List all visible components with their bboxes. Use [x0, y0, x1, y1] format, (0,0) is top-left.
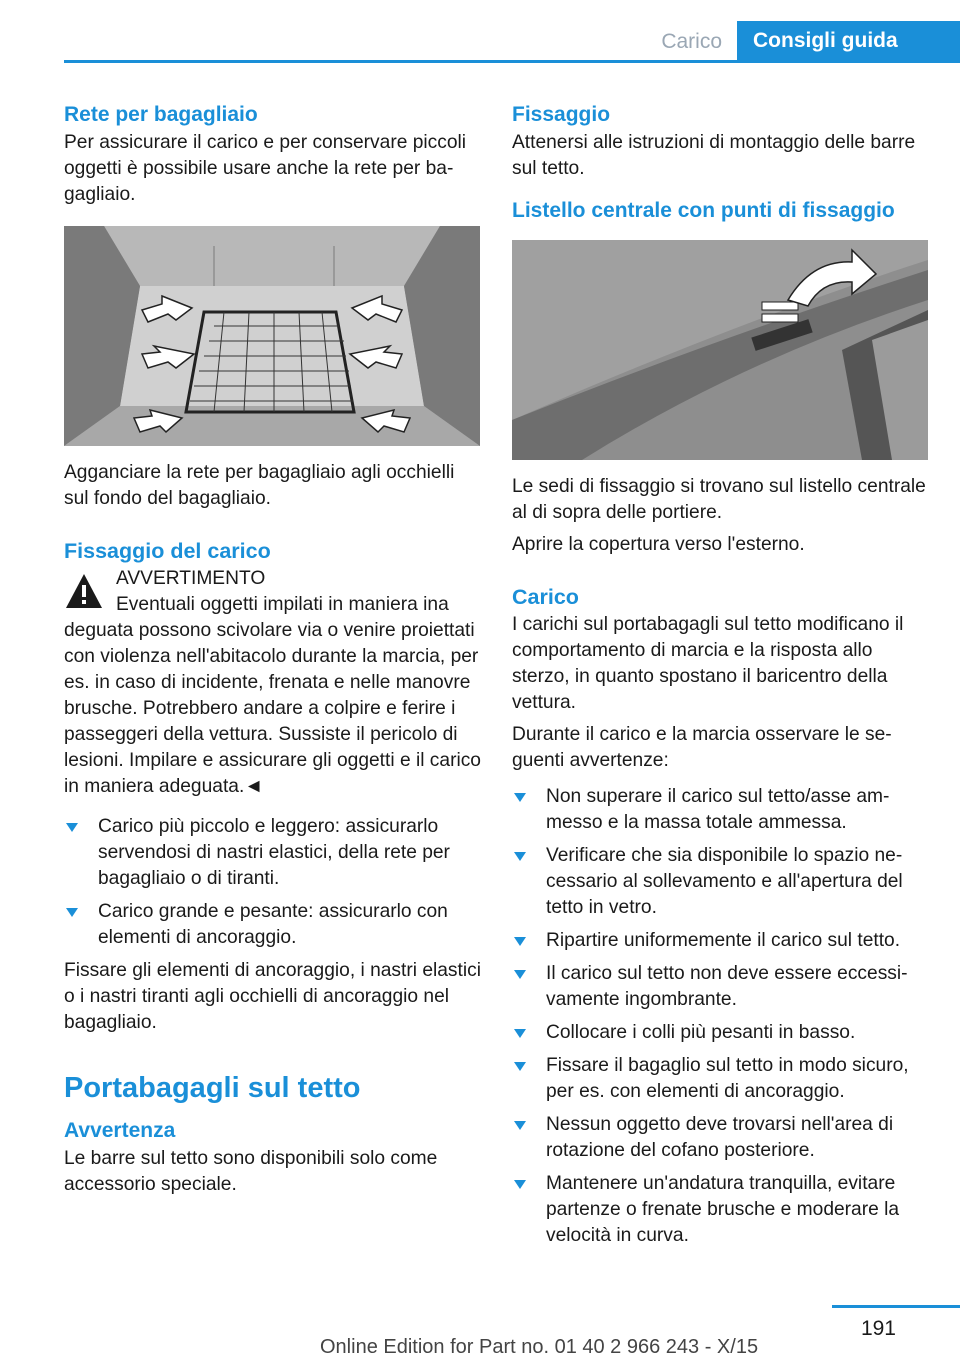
- list-item-text: Carico più piccolo e leggero: assicurarlo servendosi di nastri elastici, della rete per bagagliaio o di tiranti.: [98, 816, 450, 889]
- warning-text-first: Eventuali oggetti impilati in maniera ina: [116, 594, 449, 615]
- list-item-text: Carico grande e pesante: assicurarlo con elementi di ancoraggio.: [98, 901, 448, 948]
- secure-bullet-list: [64, 814, 482, 951]
- page-number: 191: [860, 1317, 896, 1340]
- header-chapter-label: Consigli guida: [753, 29, 898, 52]
- header-section-label: Carico: [661, 30, 722, 53]
- note-text: Le barre sul tetto sono disponibili solo come accessorio speciale.: [64, 1148, 438, 1195]
- list-item: [512, 784, 930, 836]
- bullet-triangle-icon: [514, 937, 526, 946]
- list-item-text: Collocare i colli più pesanti in basso.: [546, 1022, 856, 1043]
- bullet-triangle-icon: [514, 1121, 526, 1130]
- list-item-text: Il carico sul tetto non deve essere eccessivamente ingombrante.: [546, 963, 908, 1010]
- secure-heading: Fissaggio del carico: [64, 539, 271, 563]
- load-bullet-list: [512, 784, 930, 1249]
- list-item-text: Fissare il bagaglio sul tetto in modo sicuro, per es. con elementi di ancoraggio.: [546, 1055, 909, 1102]
- warning-block: [64, 566, 482, 800]
- bullet-triangle-icon: [514, 852, 526, 861]
- secure-text: Fissare gli elementi di ancoraggio, i nastri elastici o i nastri tiranti agli occhielli di ancoraggio nel bagagliaio.: [64, 960, 481, 1033]
- warning-title: AVVERTIMENTO: [116, 568, 266, 589]
- strip-open-text: Aprire la copertura verso l'esterno.: [512, 534, 805, 555]
- left-column: [64, 100, 482, 1204]
- list-item: [512, 961, 930, 1013]
- list-item: [512, 1053, 930, 1105]
- bullet-triangle-icon: [514, 1180, 526, 1189]
- warning-text: deguata possono scivolare via o venire proiettati con violenza nell'abitacolo durante la marcia, per es. in caso di incidente, frenata e nelle manovre brusche. Potrebbero andare a colpire e ferire i passeggeri della vettura. Sussiste il pericolo di lesioni. Impilare e assicurare gli oggetti e il carico in maniera adeguata.◄: [64, 620, 481, 797]
- fix-text: Attenersi alle istruzioni di montaggio delle barre sul tetto.: [512, 132, 916, 179]
- edition-text: Online Edition for Part no. 01 40 2 966 243 - X/15: [320, 1336, 759, 1358]
- load-intro: Durante il carico e la marcia osservare le seguenti avvertenze:: [512, 724, 892, 771]
- bullet-triangle-icon: [514, 970, 526, 979]
- bullet-triangle-icon: [514, 793, 526, 802]
- list-item: [512, 928, 930, 954]
- bullet-triangle-icon: [514, 1029, 526, 1038]
- fix-heading: Fissaggio: [512, 103, 611, 126]
- luggage-net-illustration: [64, 226, 480, 446]
- load-text: I carichi sul portabagagli sul tetto modificano il comportamento di marcia e la risposta allo sterzo, in quanto spostano il baricentro della vettura.: [512, 614, 904, 713]
- bullet-triangle-icon: [514, 1062, 526, 1071]
- net-intro: Per assicurare il carico e per conservare piccoli oggetti è possibile usare anche la rete per bagagliaio.: [64, 132, 467, 205]
- load-heading: Carico: [512, 585, 579, 609]
- list-item: [64, 899, 482, 951]
- net-caption: Agganciare la rete per bagagliaio agli occhielli sul fondo del bagagliaio.: [64, 462, 455, 509]
- roof-strip-illustration: [512, 240, 928, 460]
- list-item: [64, 814, 482, 892]
- note-heading: Avvertenza: [64, 1119, 176, 1142]
- roof-rack-heading: Portabagagli sul tetto: [64, 1072, 361, 1104]
- bullet-triangle-icon: [66, 908, 78, 917]
- list-item: [512, 1020, 930, 1046]
- list-item-text: Non superare il carico sul tetto/asse ammesso e la massa totale ammessa.: [546, 786, 890, 833]
- list-item-text: Nessun oggetto deve trovarsi nell'area di rotazione del cofano posteriore.: [546, 1114, 894, 1161]
- net-heading: Rete per bagagliaio: [64, 103, 258, 126]
- strip-caption: Le sedi di fissaggio si trovano sul listello centrale al di sopra delle portiere.: [512, 476, 926, 523]
- header-rule: [64, 60, 960, 63]
- footer-rule: [832, 1305, 960, 1308]
- strip-heading: Listello centrale con punti di fissaggio: [512, 199, 895, 222]
- right-column: [512, 100, 930, 1256]
- list-item: [512, 843, 930, 921]
- warning-icon: [64, 572, 104, 610]
- list-item-text: Ripartire uniformemente il carico sul tetto.: [546, 930, 901, 951]
- list-item: [512, 1171, 930, 1249]
- roof-strip-figure: [512, 240, 928, 460]
- list-item-text: Verificare che sia disponibile lo spazio necessario al sollevamento e all'apertura del tetto in vetro.: [546, 845, 903, 918]
- list-item: [512, 1112, 930, 1164]
- bullet-triangle-icon: [66, 823, 78, 832]
- luggage-net-figure: [64, 226, 480, 446]
- header-chapter-tab: [737, 21, 960, 61]
- list-item-text: Mantenere un'andatura tranquilla, evitare partenze o frenate brusche e moderare la velocità in curva.: [546, 1173, 900, 1246]
